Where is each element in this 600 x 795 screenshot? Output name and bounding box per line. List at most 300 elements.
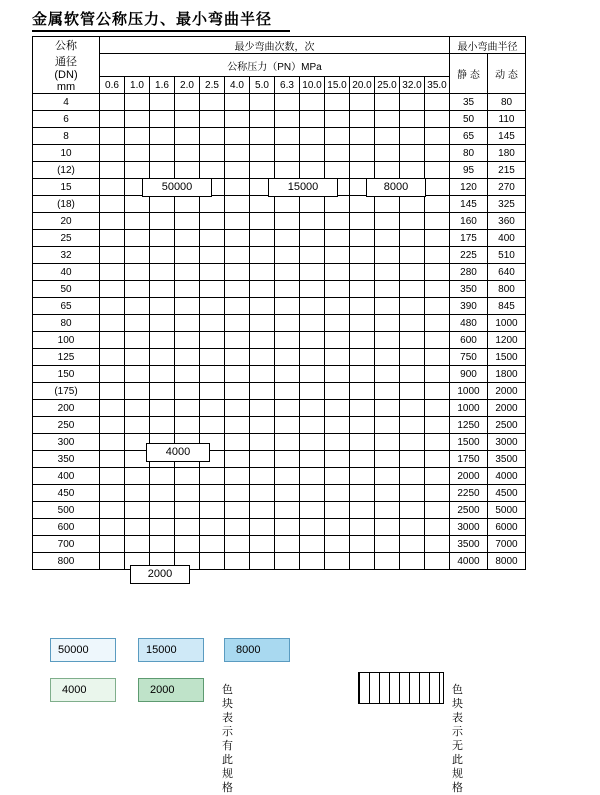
row-dynamic-radius: 80 [488,94,526,111]
spec-cell [225,213,250,230]
spec-cell [400,434,425,451]
row-dynamic-radius: 110 [488,111,526,128]
spec-cell [275,162,300,179]
spec-cell [275,128,300,145]
spec-cell [100,247,125,264]
spec-cell [425,128,450,145]
spec-cell [325,213,350,230]
spec-cell [300,247,325,264]
spec-cell [200,502,225,519]
header-pressure-10: 20.0 [350,77,375,94]
spec-cell [200,383,225,400]
row-static-radius: 900 [450,366,488,383]
spec-cell [300,468,325,485]
spec-cell [375,94,400,111]
spec-cell [250,264,275,281]
spec-cell [425,179,450,196]
spec-cell [225,145,250,162]
row-static-radius: 280 [450,264,488,281]
spec-cell [150,400,175,417]
spec-cell [250,349,275,366]
spec-cell [325,315,350,332]
legend-label-50000: 50000 [58,644,89,656]
spec-cell [300,332,325,349]
spec-cell [175,349,200,366]
row-dynamic-radius: 510 [488,247,526,264]
spec-cell [200,519,225,536]
row-static-radius: 50 [450,111,488,128]
spec-cell [350,332,375,349]
spec-cell [325,230,350,247]
spec-cell [375,230,400,247]
spec-cell [350,111,375,128]
spec-cell [125,536,150,553]
spec-cell [400,315,425,332]
spec-cell [400,196,425,213]
row-dynamic-radius: 7000 [488,536,526,553]
row-static-radius: 750 [450,349,488,366]
row-dn-label: 6 [33,111,100,128]
row-static-radius: 95 [450,162,488,179]
spec-cell [300,298,325,315]
spec-cell [250,553,275,570]
spec-cell [150,145,175,162]
spec-cell [100,519,125,536]
spec-cell [250,536,275,553]
legend-label-8000: 8000 [236,644,261,656]
spec-cell [275,247,300,264]
header-min-radius: 最小弯曲半径 [450,37,526,54]
header-pressure: 公称压力（PN）MPa [100,54,450,77]
row-dynamic-radius: 145 [488,128,526,145]
spec-cell [250,94,275,111]
spec-cell [400,485,425,502]
spec-cell [425,502,450,519]
spec-cell [300,94,325,111]
spec-cell [400,162,425,179]
spec-cell [125,298,150,315]
spec-cell [150,281,175,298]
spec-cell [350,383,375,400]
spec-cell [400,213,425,230]
spec-cell [125,264,150,281]
spec-cell [325,553,350,570]
spec-cell [250,315,275,332]
spec-cell [250,196,275,213]
spec-cell [375,451,400,468]
spec-cell [300,502,325,519]
spec-cell [225,264,250,281]
spec-cell [175,128,200,145]
spec-cell [375,213,400,230]
spec-cell [300,536,325,553]
spec-cell [100,94,125,111]
spec-cell [375,400,400,417]
spec-cell [225,553,250,570]
row-static-radius: 80 [450,145,488,162]
spec-cell [250,485,275,502]
spec-cell [125,383,150,400]
spec-cell [375,553,400,570]
row-dynamic-radius: 800 [488,281,526,298]
spec-cell [300,434,325,451]
spec-cell [275,349,300,366]
row-dynamic-radius: 1000 [488,315,526,332]
spec-cell [325,400,350,417]
spec-cell [175,315,200,332]
row-dynamic-radius: 1500 [488,349,526,366]
callout-8000: 8000 [366,178,426,197]
spec-cell [100,281,125,298]
spec-cell [325,468,350,485]
table-row [33,502,526,519]
spec-cell [150,315,175,332]
spec-cell [400,519,425,536]
spec-cell [325,281,350,298]
spec-cell [400,417,425,434]
table-row [33,383,526,400]
spec-cell [100,145,125,162]
row-dn-label: (175) [33,383,100,400]
spec-cell [350,94,375,111]
spec-cell [150,417,175,434]
spec-cell [150,162,175,179]
spec-cell [125,519,150,536]
spec-cell [350,400,375,417]
row-dn-label: 125 [33,349,100,366]
row-dn-label: 50 [33,281,100,298]
table-row [33,553,526,570]
row-dynamic-radius: 2500 [488,417,526,434]
row-dynamic-radius: 270 [488,179,526,196]
spec-cell [275,417,300,434]
spec-cell [275,332,300,349]
spec-cell [100,230,125,247]
spec-cell [325,383,350,400]
spec-cell [275,111,300,128]
row-static-radius: 65 [450,128,488,145]
spec-cell [375,485,400,502]
spec-cell [125,281,150,298]
spec-cell [300,417,325,434]
spec-cell [225,196,250,213]
spec-cell [425,485,450,502]
spec-table [32,36,526,570]
spec-cell [200,332,225,349]
spec-cell [150,536,175,553]
row-dynamic-radius: 325 [488,196,526,213]
spec-cell [325,434,350,451]
spec-cell [125,332,150,349]
spec-cell [100,332,125,349]
spec-cell [125,502,150,519]
spec-cell [125,196,150,213]
header-pressure-4: 2.5 [200,77,225,94]
header-pressure-9: 15.0 [325,77,350,94]
spec-cell [225,332,250,349]
spec-cell [375,247,400,264]
spec-cell [200,247,225,264]
spec-cell [175,298,200,315]
table-row [33,468,526,485]
spec-cell [400,281,425,298]
row-static-radius: 3000 [450,519,488,536]
spec-cell [100,383,125,400]
spec-cell [100,264,125,281]
spec-cell [375,315,400,332]
spec-cell [375,349,400,366]
spec-cell [225,502,250,519]
header-pressure-12: 32.0 [400,77,425,94]
table-row [33,400,526,417]
spec-cell [100,179,125,196]
spec-cell [300,213,325,230]
spec-cell [100,298,125,315]
header-pressure-8: 10.0 [300,77,325,94]
legend-label-2000: 2000 [150,684,175,696]
spec-cell [150,519,175,536]
header-dynamic: 动 态 [488,54,526,94]
row-dynamic-radius: 4500 [488,485,526,502]
spec-cell [275,264,300,281]
row-dn-label: 32 [33,247,100,264]
header-row-1 [33,37,526,54]
spec-cell [375,366,400,383]
spec-cell [250,298,275,315]
table-row [33,247,526,264]
callout-15000: 15000 [268,178,338,197]
spec-cell [225,451,250,468]
spec-cell [400,502,425,519]
spec-cell [200,196,225,213]
row-dn-label: 600 [33,519,100,536]
row-static-radius: 35 [450,94,488,111]
row-dn-label: 20 [33,213,100,230]
row-dn-label: 65 [33,298,100,315]
spec-cell [200,298,225,315]
table-row [33,162,526,179]
row-dynamic-radius: 215 [488,162,526,179]
spec-cell [275,366,300,383]
table-row [33,519,526,536]
spec-cell [325,128,350,145]
spec-cell [350,502,375,519]
table-row [33,94,526,111]
spec-cell [400,111,425,128]
spec-cell [350,536,375,553]
spec-cell [425,434,450,451]
spec-cell [425,553,450,570]
legend-label-4000: 4000 [62,684,87,696]
spec-cell [125,315,150,332]
row-dn-label: 150 [33,366,100,383]
table-row [33,451,526,468]
spec-cell [300,162,325,179]
spec-cell [250,162,275,179]
spec-cell [100,128,125,145]
spec-cell [250,468,275,485]
spec-cell [250,247,275,264]
spec-cell [175,264,200,281]
spec-cell [125,366,150,383]
table-row [33,264,526,281]
spec-cell [350,162,375,179]
table-row [33,417,526,434]
page-title: 金属软管公称压力、最小弯曲半径 [32,12,273,28]
spec-cell [400,468,425,485]
spec-cell [300,230,325,247]
spec-cell [250,145,275,162]
spec-cell [325,502,350,519]
header-dn-line4: mm [56,81,76,93]
spec-cell [400,536,425,553]
row-dn-label: 10 [33,145,100,162]
spec-cell [250,281,275,298]
spec-cell [400,247,425,264]
table-row [33,332,526,349]
spec-cell [350,281,375,298]
spec-cell [200,536,225,553]
spec-cell [375,468,400,485]
spec-cell [300,383,325,400]
spec-cell [325,536,350,553]
spec-cell [225,111,250,128]
spec-cell [250,230,275,247]
spec-cell [325,519,350,536]
spec-cell [400,145,425,162]
spec-cell [200,145,225,162]
spec-cell [125,400,150,417]
spec-cell [375,196,400,213]
spec-cell [100,366,125,383]
spec-cell [425,213,450,230]
spec-cell [225,366,250,383]
spec-cell [325,162,350,179]
spec-cell [350,315,375,332]
row-dynamic-radius: 4000 [488,468,526,485]
row-dynamic-radius: 180 [488,145,526,162]
spec-cell [175,247,200,264]
callout-2000: 2000 [130,565,190,584]
spec-cell [275,536,300,553]
spec-cell [150,247,175,264]
spec-cell [125,349,150,366]
table-row [33,281,526,298]
spec-cell [225,417,250,434]
spec-cell [150,230,175,247]
spec-cell [175,485,200,502]
spec-cell [425,366,450,383]
spec-cell [425,519,450,536]
header-pressure-0: 0.6 [100,77,125,94]
row-dynamic-radius: 2000 [488,383,526,400]
spec-cell [150,468,175,485]
spec-cell [225,383,250,400]
spec-cell [100,502,125,519]
spec-cell [325,298,350,315]
spec-cell [150,196,175,213]
legend-label-15000: 15000 [146,644,177,656]
spec-cell [150,366,175,383]
spec-cell [350,145,375,162]
row-dynamic-radius: 1800 [488,366,526,383]
spec-cell [400,298,425,315]
spec-cell [275,485,300,502]
row-dn-label: 500 [33,502,100,519]
spec-cell [200,366,225,383]
spec-cell [200,485,225,502]
spec-cell [325,94,350,111]
spec-cell [150,111,175,128]
spec-cell [175,417,200,434]
spec-cell [175,366,200,383]
spec-cell [200,94,225,111]
spec-cell [200,553,225,570]
row-dn-label: 700 [33,536,100,553]
spec-cell [350,247,375,264]
spec-cell [175,196,200,213]
spec-cell [275,468,300,485]
callout-50000: 50000 [142,178,212,197]
header-static: 静 态 [450,54,488,94]
header-dn-line3: (DN) [54,69,78,81]
spec-cell [225,298,250,315]
row-static-radius: 1500 [450,434,488,451]
row-dynamic-radius: 5000 [488,502,526,519]
spec-cell [400,366,425,383]
spec-cell [125,94,150,111]
spec-cell [225,230,250,247]
spec-cell [200,400,225,417]
spec-cell [125,485,150,502]
spec-cell [125,162,150,179]
spec-cell [200,264,225,281]
spec-cell [175,502,200,519]
spec-cell [350,298,375,315]
spec-cell [225,536,250,553]
spec-cell [325,366,350,383]
spec-cell [425,247,450,264]
spec-cell [400,451,425,468]
row-static-radius: 2250 [450,485,488,502]
spec-cell [125,145,150,162]
spec-cell [175,468,200,485]
spec-cell [375,298,400,315]
spec-cell [375,111,400,128]
spec-cell [325,417,350,434]
table-header [33,37,526,94]
spec-cell [225,94,250,111]
spec-cell [275,213,300,230]
spec-cell [175,111,200,128]
spec-cell [250,128,275,145]
header-pressure-13: 35.0 [425,77,450,94]
spec-cell [325,247,350,264]
spec-cell [350,417,375,434]
spec-cell [425,468,450,485]
spec-cell [375,162,400,179]
spec-cell [200,128,225,145]
table-row [33,128,526,145]
spec-cell [100,434,125,451]
spec-cell [350,349,375,366]
spec-cell [225,349,250,366]
spec-cell [275,230,300,247]
spec-cell [150,264,175,281]
spec-cell [400,332,425,349]
spec-cell [425,162,450,179]
spec-cell [275,94,300,111]
